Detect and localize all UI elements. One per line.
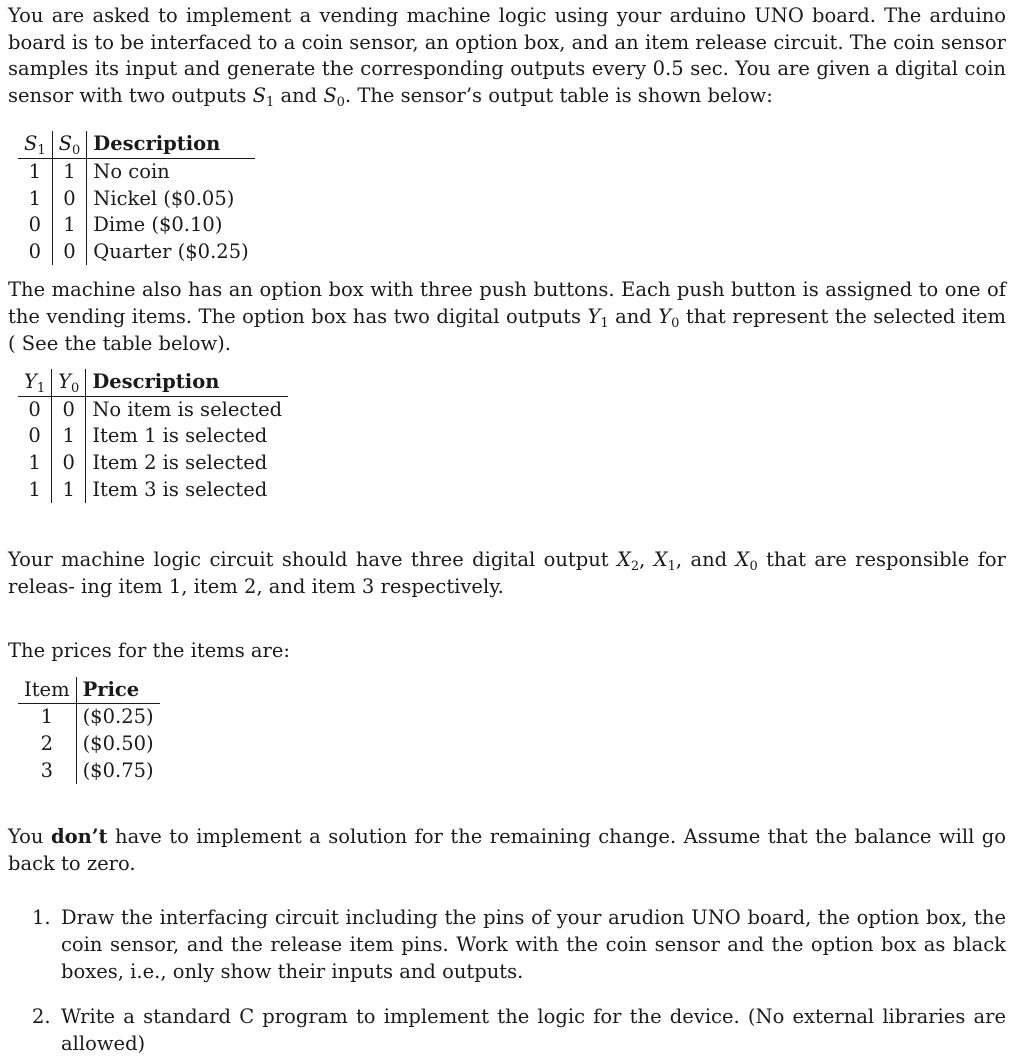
var-x0: $X_0$ [735,548,758,575]
header-description: Description [86,369,288,396]
header-price: Price [76,677,160,704]
table-row [18,704,160,731]
table-row [18,186,255,213]
table-row [18,731,160,758]
cell: 0 [52,186,87,213]
header-y1: $Y_1$ [18,369,52,396]
cell: 0 [52,450,86,477]
cell: 0 [52,396,86,423]
intro-and: and [280,83,318,107]
var-s0: $S_0$ [323,83,345,110]
header-y0: $Y_0$ [52,369,86,396]
cell: Item 1 is selected [92,424,268,448]
cell: ($0.50) [82,732,154,756]
table-row [18,212,255,239]
cell: 1 [52,423,86,450]
cell: 0 [18,239,52,266]
header-description: Description [87,131,255,158]
output-text-2: that are responsible for releas- ing item 1, item 2, and item 3 respectively. [8,548,1006,598]
sensor-output-table [18,131,255,265]
question-item [8,905,1006,985]
table-row [18,450,288,477]
cell: 1 [18,477,52,504]
cell: No coin [93,159,170,183]
question-number: 1. [32,906,51,930]
cell: 0 [18,423,52,450]
table-row [18,239,255,266]
cell: No item is selected [92,397,283,421]
cell: 1 [18,158,52,185]
var-x2: $X_2$ [617,548,640,575]
cell: 1 [18,704,76,731]
var-y0: $Y_0$ [658,304,680,331]
change-text-2: have to implement a solution for the remaining change. Assume that the balance will go back to zero. [8,825,1007,875]
change-bold: don’t [50,825,108,849]
option-text-1: The machine also has an option box with three push buttons. Each push button is assigned to one of the vending items. The option box has two digital outputs [8,278,1006,328]
option-box-table [18,369,288,503]
output-comma: , [639,548,646,572]
cell: 1 [52,212,87,239]
table-row [18,396,288,423]
cell: 1 [18,450,52,477]
table-row [18,423,288,450]
option-box-paragraph [8,277,1006,357]
intro-paragraph [8,3,1006,109]
cell: 0 [18,396,52,423]
var-x1: $X_1$ [653,548,676,575]
output-and: , and [675,548,728,572]
change-paragraph [8,824,1006,877]
cell: 1 [52,477,86,504]
cell: 3 [18,758,76,785]
cell: Item 3 is selected [92,477,268,501]
cell: ($0.75) [82,758,154,782]
option-text-2: that represent the selected item ( See the table below). [8,304,1006,355]
intro-text: You are asked to implement a vending machine logic using your arduino UNO board. The arduino board is to be interfaced to a coin sensor, an option box, and an item release circuit. The coin sensor samples its input and generate the corresponding outputs every 0.5 sec. You are given a digital coin sensor with two outputs [8,4,1006,107]
header-item: Item [18,677,76,704]
question-number: 2. [32,1005,51,1029]
cell: Dime ($0.10) [93,213,223,237]
intro-tail: . The sensor’s output table is shown below: [344,83,773,107]
cell: 1 [18,186,52,213]
question-item [8,1004,1006,1057]
question-text: Draw the interfacing circuit including the pins of your arudion UNO board, the option box, the coin sensor, and the release item pins. Work with the coin sensor and the option box as black boxes, i.e., only show their inputs and outputs. [61,906,1006,983]
cell: Quarter ($0.25) [93,239,249,263]
document-page [8,3,1006,1057]
cell: 0 [18,212,52,239]
table-row [18,477,288,504]
prices-intro: The prices for the items are: [8,639,290,663]
price-table [18,677,160,784]
cell: 2 [18,731,76,758]
cell: 1 [52,158,87,185]
outputs-paragraph [8,547,1006,600]
cell: 0 [52,239,87,266]
cell: Nickel ($0.05) [93,186,235,210]
change-text-1: You [8,825,44,849]
var-y1: $Y_1$ [587,304,609,331]
table-row [18,158,255,185]
questions-list [8,905,1006,1057]
cell: ($0.25) [82,705,154,729]
header-s0: $S_0$ [52,131,87,158]
header-s1: $S_1$ [18,131,52,158]
cell: Item 2 is selected [92,450,268,474]
var-s1: $S_1$ [252,83,275,110]
table-row [18,758,160,785]
output-text-1: Your machine logic circuit should have three digital output [8,548,609,572]
question-text: Write a standard C program to implement the logic for the device. (No external libraries are allowed) [61,1005,1006,1055]
option-and: and [615,304,652,328]
